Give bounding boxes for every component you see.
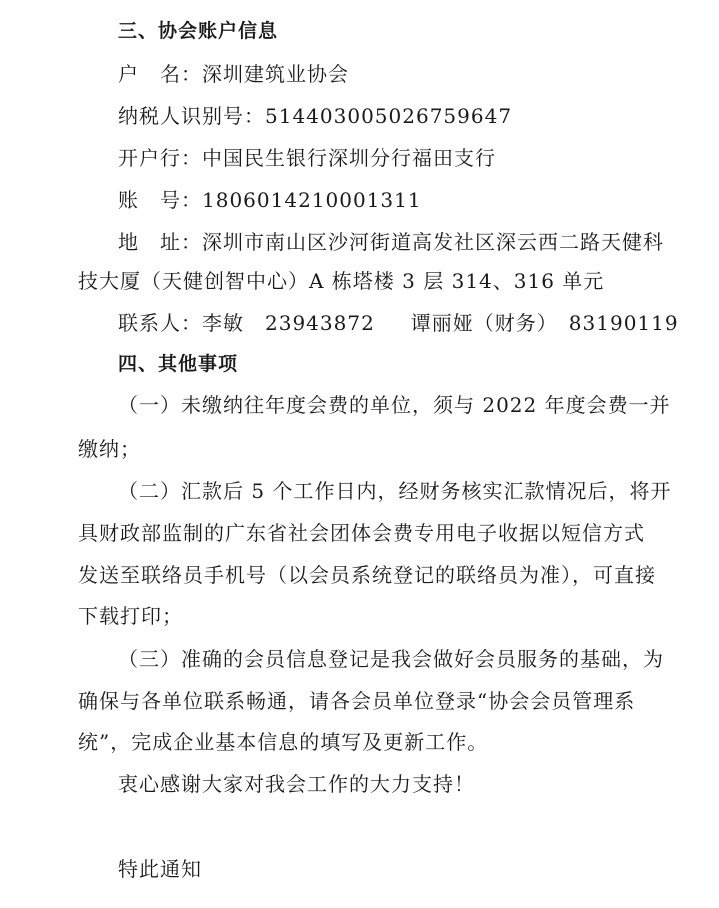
item2-line3: 发送至联络员手机号（以会员系统登记的联络员为准），可直接 [78, 563, 656, 587]
address-line1: 深圳市南山区沙河街道高发社区深云西二路天健科 [202, 230, 664, 254]
item3-line3: 统”，完成企业基本信息的填写及更新工作。 [78, 730, 489, 754]
section3-heading: 三、协会账户信息 [118, 20, 279, 42]
contact-label: 联系人： [118, 311, 202, 335]
item2-line2: 具财政部监制的广东省社会团体会费专用电子收据以短信方式 [78, 521, 645, 545]
bank-row [118, 145, 496, 171]
item1-line1: （一）未缴纳往年度会费的单位，须与 2022 年度会费一并 [118, 393, 671, 417]
contact-2: 谭丽娅（财务） 83190119 [410, 311, 679, 335]
account-name-value: 深圳建筑业协会 [202, 62, 349, 86]
section4-heading: 四、其他事项 [118, 353, 239, 375]
thanks-line: 衷心感谢大家对我会工作的大力支持！ [118, 772, 475, 796]
tax-id-label: 纳税人识别号： [118, 104, 265, 128]
tax-id-row [118, 103, 512, 129]
account-no-value: 1806014210001311 [202, 188, 422, 212]
item3-line2: 确保与各单位联系畅通，请各会员单位登录“协会会员管理系 [78, 689, 636, 713]
account-name-row [118, 61, 349, 87]
tax-id-value: 514403005026759647 [265, 104, 513, 128]
account-no-row [118, 187, 422, 213]
contact-row [118, 310, 679, 336]
account-no-label: 账 号： [118, 188, 202, 212]
item3-line1: （三）准确的会员信息登记是我会做好会员服务的基础，为 [118, 647, 664, 671]
item1-line2: 缴纳； [78, 437, 141, 461]
address-row [118, 229, 664, 255]
bank-label: 开户行： [118, 146, 202, 170]
contact-1: 李敏 23943872 [202, 311, 375, 335]
closing-line: 特此通知 [118, 857, 202, 881]
address-line2: 技大厦（天健创智中心）A 栋塔楼 3 层 314、316 单元 [78, 269, 605, 293]
address-label: 地 址： [118, 230, 202, 254]
account-name-label: 户 名： [118, 62, 202, 86]
item2-line4: 下载打印； [78, 604, 183, 628]
bank-value: 中国民生银行深圳分行福田支行 [202, 146, 496, 170]
item2-line1: （二）汇款后 5 个工作日内，经财务核实汇款情况后，将开 [118, 479, 672, 503]
